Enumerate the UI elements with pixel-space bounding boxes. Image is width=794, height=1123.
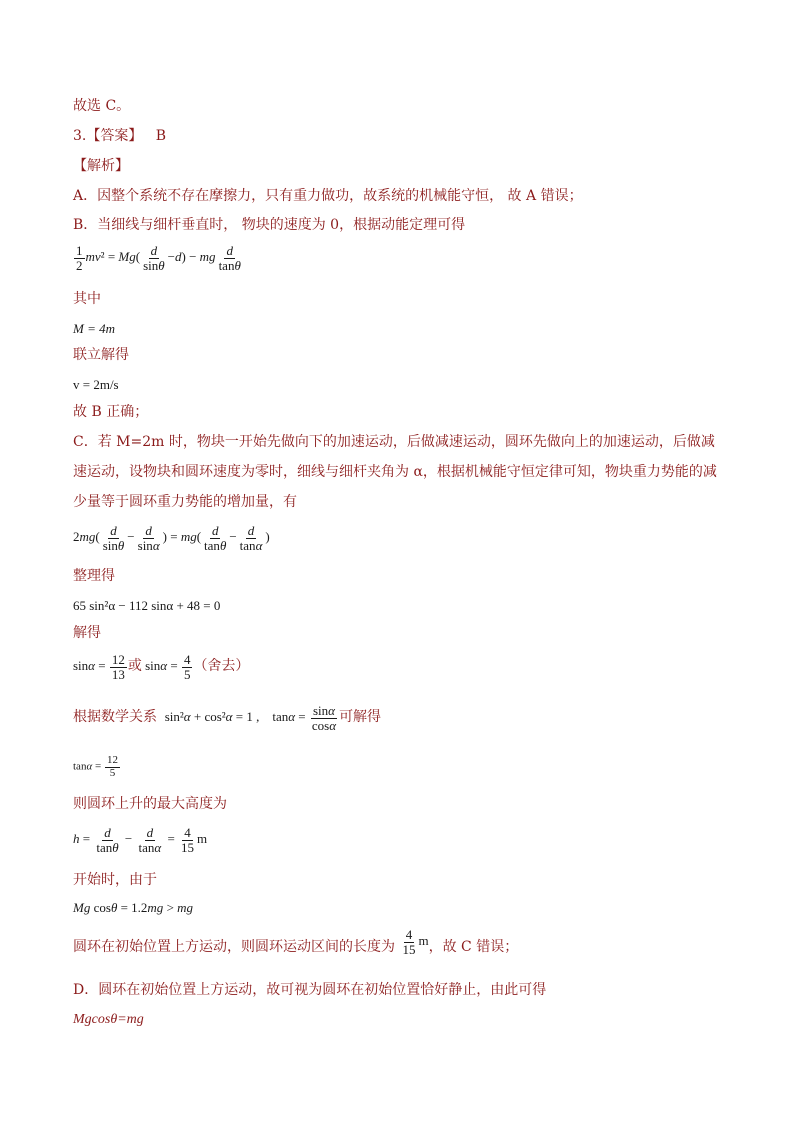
line-solve: 联立解得 bbox=[73, 347, 129, 363]
line-max-height: 则圆环上升的最大高度为 bbox=[73, 796, 227, 812]
line-where: 其中 bbox=[73, 291, 101, 307]
equation-mass-ratio: M = 4m bbox=[73, 321, 115, 336]
question-number: 3. bbox=[73, 128, 87, 144]
line-initially: 开始时，由于 bbox=[73, 872, 157, 888]
analysis-label: 【解析】 bbox=[73, 158, 129, 174]
equation-velocity: v = 2m/s bbox=[73, 377, 119, 392]
equation-equilibrium: Mgcosθ=mg bbox=[73, 1012, 144, 1027]
equation-tan-alpha: tanα = $\frac{12}{5}$ bbox=[73, 754, 118, 779]
option-b-analysis: B．当细线与细杆垂直时， 物块的速度为 0，根据动能定理可得 bbox=[73, 217, 466, 233]
line-trig-identity: 根据数学关系 sin²α + cos²α = 1 , tanα = $\frac{\sin\alpha}{\cos\alpha}$ 可解得 bbox=[73, 703, 382, 733]
option-d-analysis: D．圆环在初始位置上方运动，故可视为圆环在初始位置恰好静止，由此可得 bbox=[73, 982, 547, 998]
equation-quadratic: 65 sin²α − 112 sinα + 48 = 0 bbox=[73, 598, 221, 613]
equation-energy: $\frac{1}{2}$ mv² = Mg( $\frac{d}{\sin\theta}$ −d) − mg $\frac{d}{\tan\theta}$ bbox=[76, 243, 241, 273]
line-simplify: 整理得 bbox=[73, 568, 115, 584]
line-conclusion: 故选 C。 bbox=[73, 98, 131, 114]
option-c-analysis: C．若 M=2m 时，物块一开始先做向下的加速运动，后做减速运动，圆环先做向上的加速运动，后做减速运动，设物块和圆环速度为零时，细线与细杆夹角为 α，根据机械能守恒定律可知，物块重力势能的减少量等于圆环重力势能的增加量，有 bbox=[73, 434, 717, 510]
answer-value: B bbox=[155, 128, 167, 144]
equation-energy-conservation: 2mg( $\frac{d}{\sin\theta}$ − $\frac{d}{\sin\alpha}$ ) = mg( $\frac{d}{\tan\theta}$ − $\frac{d}{\tan\alpha}$ ) bbox=[73, 523, 270, 553]
option-a-analysis: A．因整个系统不存在摩擦力，只有重力做功，故系统的机械能守恒， 故 A 错误； bbox=[73, 188, 583, 204]
line-solve-2: 解得 bbox=[73, 625, 101, 641]
equation-height: h = $\frac{d}{\tan\theta}$ − $\frac{d}{\tan\alpha}$ = $\frac{4}{15}$ m bbox=[73, 825, 208, 855]
answer-label: 【答案】 bbox=[86, 128, 143, 144]
equation-sin-roots: sinα = $\frac{12}{13}$ 或 sinα = $\frac{4}{5}$ （舍去） bbox=[73, 652, 250, 682]
option-c-conclusion: 圆环在初始位置上方运动，则圆环运动区间的长度为 $\frac{4}{15}$ m，故 C 错误； bbox=[73, 927, 519, 957]
answer-heading bbox=[73, 126, 166, 146]
option-b-conclusion: 故 B 正确； bbox=[73, 404, 149, 420]
equation-initial-condition: Mg cosθ = 1.2mg > mg bbox=[73, 900, 194, 915]
